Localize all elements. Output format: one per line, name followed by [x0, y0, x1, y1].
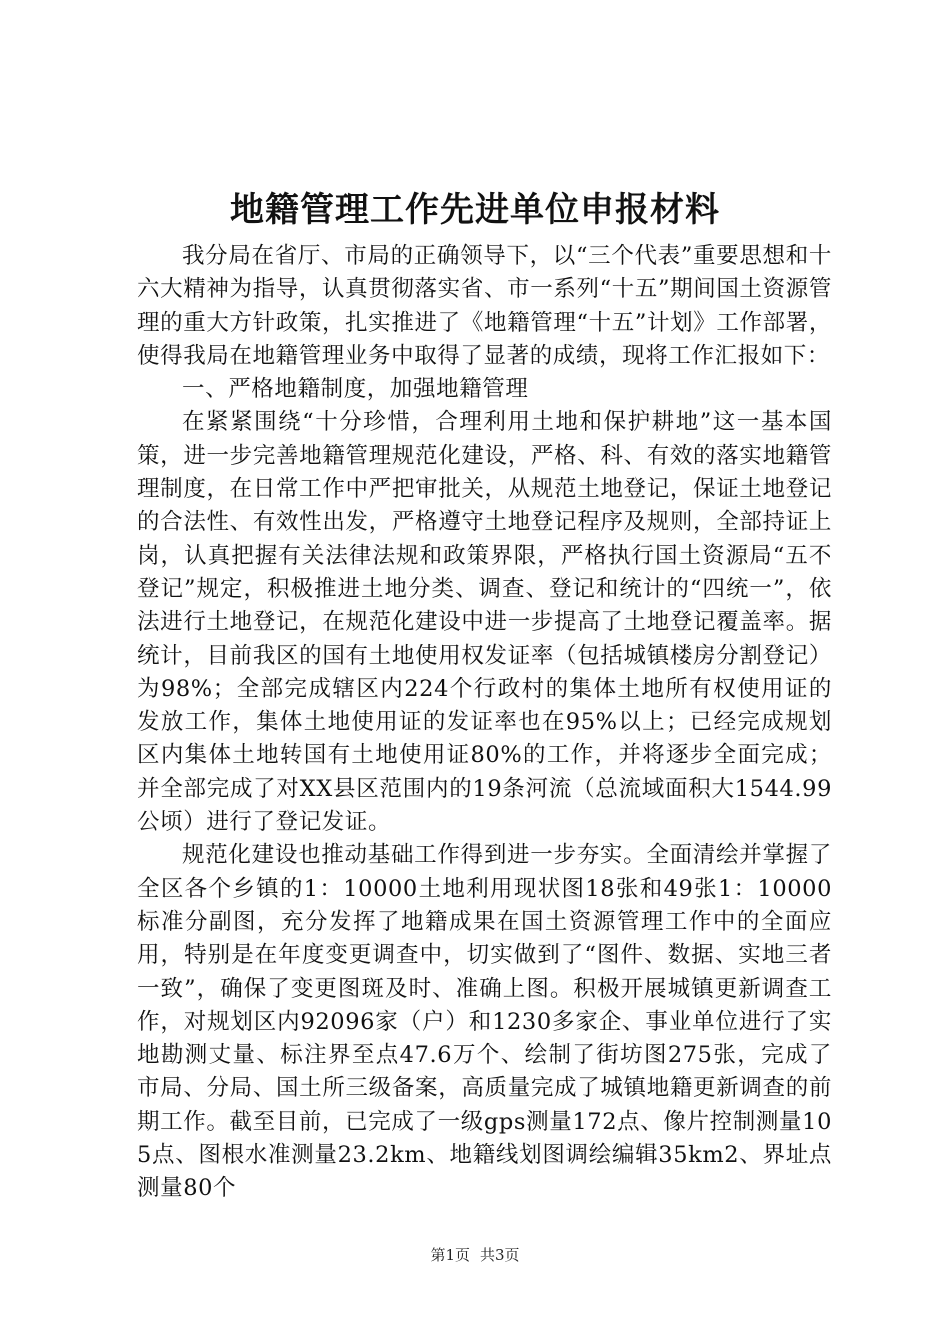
document-title: 地籍管理工作先进单位申报材料: [230, 190, 720, 230]
intro-paragraph: 我分局在省厅、市局的正确领导下，以“三个代表”重要思想和十六大精神为指导，认真贯彻落实省、市一系列“十五”期间国土资源管理的重大方针政策，扎实推进了《地籍管理“十五”计划》工作部署，使得我局在地籍管理业务中取得了显著的成绩，现将工作汇报如下：: [137, 243, 832, 369]
document-body: [137, 240, 832, 1206]
body-paragraph: 在紧紧围绕“十分珍惜，合理利用土地和保护耕地”这一基本国策，进一步完善地籍管理规范化建设，严格、科、有效的落实地籍管理制度，在日常工作中严把审批关，从规范土地登记，保证土地登记的合法性、有效性出发，严格遵守土地登记程序及规则，全部持证上岗，认真把握有关法律法规和政策界限，严格执行国土资源局“五不登记”规定，积极推进土地分类、调查、登记和统计的“四统一”，依法进行土地登记，在规范化建设中进一步提高了土地登记覆盖率。据统计，目前我区的国有土地使用权发证率（包括城镇楼房分割登记）为98%；全部完成辖区内224个行政村的集体土地所有权使用证的发放工作，集体土地使用证的发证率也在95%以上；已经完成规划区内集体土地转国有土地使用证80%的工作，并将逐步全面完成；并全部完成了对XX县区范围内的19条河流（总流域面积大1544.99公顷）进行了登记发证。: [137, 409, 832, 836]
body-paragraph: 规范化建设也推动基础工作得到进一步夯实。全面清绘并掌握了全区各个乡镇的1：10000土地利用现状图18张和49张1：10000标准分副图，充分发挥了地籍成果在国土资源管理工作中的全面应用，特别是在年度变更调查中，切实做到了“图件、数据、实地三者一致”，确保了变更图斑及时、准确上图。积极开展城镇更新调查工作，对规划区内92096家（户）和1230多家企、事业单位进行了实地勘测丈量、标注界至点47.6万个、绘制了街坊图275张，完成了市局、分局、国土所三级备案，高质量完成了城镇地籍更新调查的前期工作。截至目前，已完成了一级gps测量172点、像片控制测量105点、图根水准测量23.2km、地籍线划图调绘编辑35km2、界址点测量80个: [137, 842, 832, 1202]
page-footer: [0, 1245, 950, 1265]
section-heading: 一、严格地籍制度，加强地籍管理: [182, 376, 529, 403]
page-number: 第1页: [430, 1246, 470, 1264]
page-total: 共3页: [480, 1246, 520, 1264]
